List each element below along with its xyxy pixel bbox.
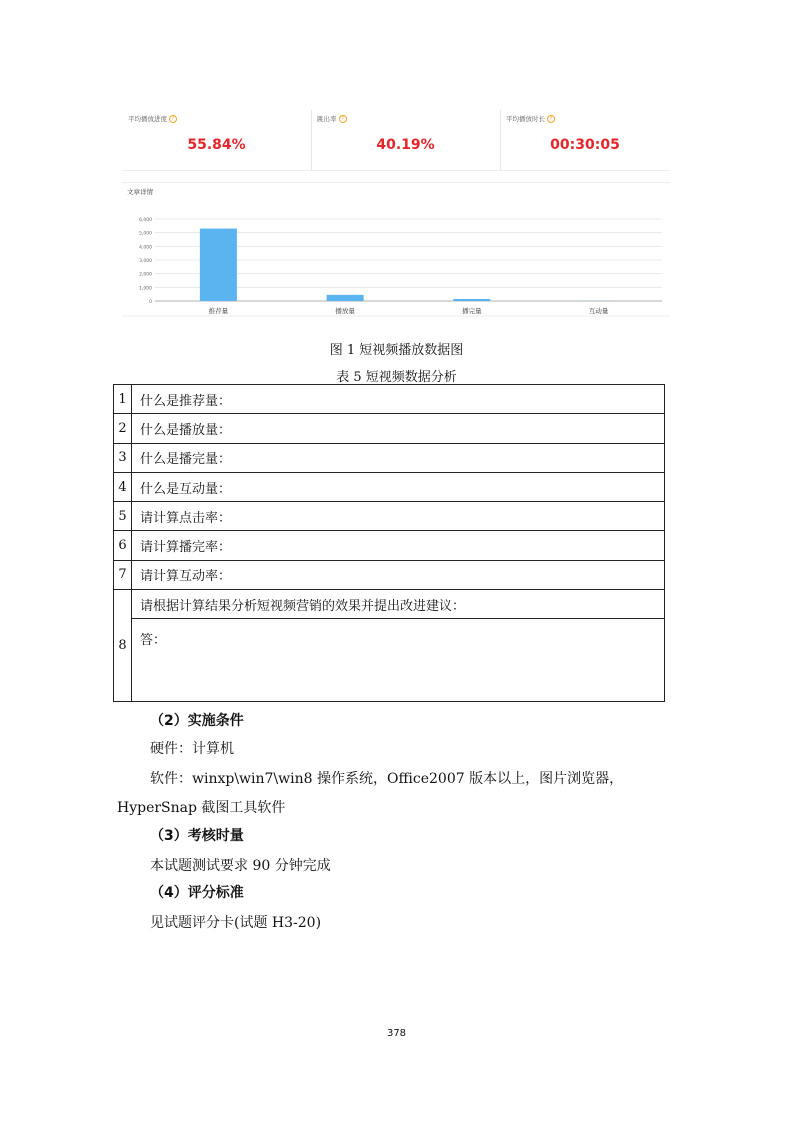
- help-icon[interactable]: ?: [547, 115, 555, 123]
- row-question[interactable]: 什么是推荐量：: [132, 385, 665, 414]
- y-tick-label: 2,000: [139, 272, 152, 278]
- table-caption: 表 5 短视频数据分析: [336, 370, 457, 385]
- software-text-line1: 软件：winxp\win7\win8 操作系统，Office2007 版本以上，图片浏览器，: [150, 771, 624, 787]
- table-row: [114, 590, 665, 619]
- chart-section-title: 文章详情: [127, 188, 153, 196]
- table-row: [114, 385, 665, 414]
- metric-label: 跳出率 ?: [317, 114, 347, 123]
- row-number: 6: [114, 531, 132, 560]
- help-icon[interactable]: ?: [169, 115, 177, 123]
- row-number: 2: [114, 414, 132, 443]
- x-tick-label: 推荐量: [208, 307, 229, 315]
- metric-value: 00:30:05: [550, 137, 620, 153]
- row-number: 1: [114, 385, 132, 414]
- help-icon[interactable]: ?: [339, 115, 347, 123]
- page-number: 378: [386, 1028, 407, 1039]
- metric-card-duration: [500, 110, 670, 171]
- time-heading: （3）考核时量: [150, 828, 244, 844]
- criteria-heading: （4）评分标准: [150, 885, 244, 901]
- table-row: [114, 443, 665, 472]
- row-question[interactable]: 什么是互动量：: [132, 472, 665, 501]
- row-question[interactable]: 请计算点击率：: [132, 502, 665, 531]
- figure-caption: 图 1 短视频播放数据图: [329, 343, 464, 358]
- row-number: 3: [114, 443, 132, 472]
- analysis-table: [113, 384, 665, 702]
- metric-card-progress: [122, 110, 312, 171]
- row-question[interactable]: 什么是播放量：: [132, 414, 665, 443]
- criteria-text: 见试题评分卡(试题 H3-20): [150, 915, 322, 931]
- metric-value: 55.84%: [187, 137, 246, 153]
- metric-card-bounce: [311, 110, 501, 171]
- x-tick-label: 播完量: [462, 307, 482, 315]
- row-question[interactable]: 请计算播完率：: [132, 531, 665, 560]
- answer-field[interactable]: 答：: [132, 619, 665, 702]
- table-row: [114, 414, 665, 443]
- row-question[interactable]: 请计算互动率：: [132, 560, 665, 589]
- y-tick-label: 0: [149, 300, 152, 305]
- chart-divider: [122, 182, 670, 183]
- row-number: 8: [114, 590, 132, 702]
- metric-label: 平均播放进度 ?: [128, 114, 177, 123]
- table-row: [114, 502, 665, 531]
- bar[interactable]: [327, 295, 364, 301]
- metric-value: 40.19%: [376, 137, 435, 153]
- metric-label: 平均播放时长 ?: [506, 114, 555, 123]
- row-question: 请根据计算结果分析短视频营销的效果并提出改进建议：: [132, 590, 665, 619]
- table-row: [114, 560, 665, 589]
- software-text-line2: HyperSnap 截图工具软件: [117, 800, 286, 816]
- row-question[interactable]: 什么是播完量：: [132, 443, 665, 472]
- row-number: 7: [114, 560, 132, 589]
- conditions-heading: （2）实施条件: [150, 713, 244, 729]
- x-tick-label: 播放量: [335, 307, 355, 315]
- table-row: [114, 531, 665, 560]
- y-tick-label: 3,000: [139, 259, 152, 264]
- table-row: [114, 619, 665, 702]
- row-number: 4: [114, 472, 132, 501]
- row-number: 5: [114, 502, 132, 531]
- hardware-text: 硬件：计算机: [150, 741, 234, 757]
- y-tick-label: 1,000: [139, 286, 152, 292]
- bar[interactable]: [453, 299, 490, 301]
- y-tick-label: 4,000: [139, 245, 152, 251]
- bar-chart: [122, 205, 670, 317]
- x-tick-label: 互动量: [588, 307, 609, 315]
- bar[interactable]: [200, 229, 237, 301]
- y-tick-label: 6,000: [139, 218, 152, 223]
- y-tick-label: 5,000: [139, 231, 152, 237]
- time-text: 本试题测试要求 90 分钟完成: [150, 858, 331, 874]
- table-row: [114, 472, 665, 501]
